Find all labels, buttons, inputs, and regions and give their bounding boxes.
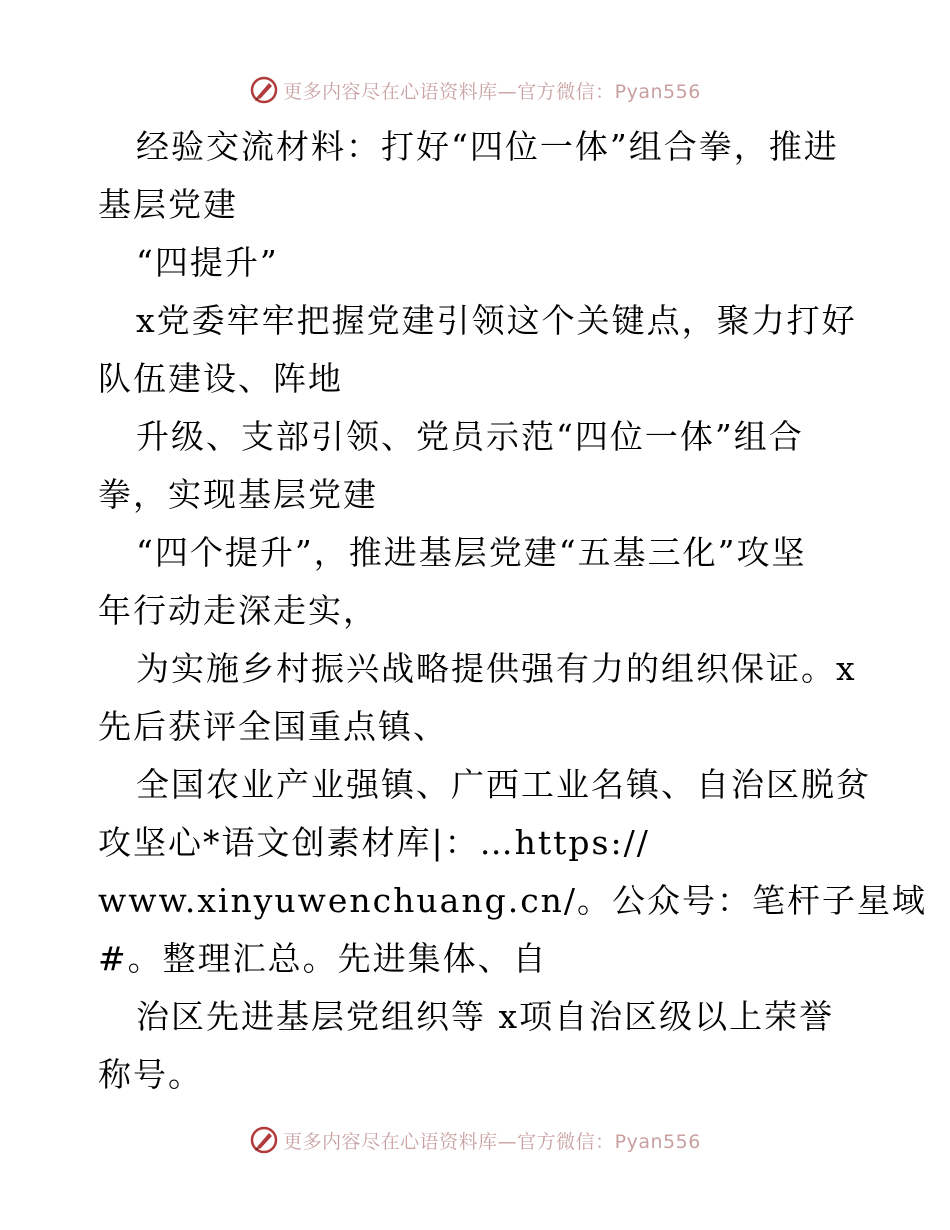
text-line: 攻坚心*语文创素材库|：…https:// [98, 823, 650, 862]
text-line: “四个提升”，推进基层党建“五基三化”攻坚 [136, 533, 807, 572]
text-line: 为实施乡村振兴战略提供强有力的组织保证。x [136, 649, 857, 688]
document-body [98, 118, 928, 1104]
text-line: www.xinyuwenchuang.cn/。公众号：笔杆子星域 [98, 881, 928, 920]
text-line: 经验交流材料：打好“四位一体”组合拳，推进 [136, 127, 839, 166]
footer-banner-text: 更多内容尽在心语资料库—官方微信：Pyan556 [283, 1130, 701, 1153]
text-line: 基层党建 [98, 185, 238, 224]
text-line: 年行动走深走实， [98, 591, 378, 630]
header-banner-text: 更多内容尽在心语资料库—官方微信：Pyan556 [283, 80, 701, 103]
footer-banner [0, 1120, 950, 1160]
pen-logo-icon [249, 75, 279, 105]
text-line: 称号。 [98, 1055, 203, 1094]
text-line: “四提升” [136, 243, 279, 282]
text-line: 拳，实现基层党建 [98, 475, 378, 514]
header-banner [0, 70, 950, 110]
text-line: x党委牢牢把握党建引领这个关键点，聚力打好 [136, 301, 857, 340]
pen-logo-icon [249, 1125, 279, 1155]
text-line: #。整理汇总。先进集体、自 [98, 939, 548, 978]
text-line: 全国农业产业强镇、广西工业名镇、自治区脱贫 [136, 765, 871, 804]
text-line: 先后获评全国重点镇、 [98, 707, 448, 746]
text-line: 治区先进基层党组织等 x项自治区级以上荣誉 [136, 997, 835, 1036]
text-line: 升级、支部引领、党员示范“四位一体”组合 [136, 417, 804, 456]
text-line: 队伍建设、阵地 [98, 359, 343, 398]
